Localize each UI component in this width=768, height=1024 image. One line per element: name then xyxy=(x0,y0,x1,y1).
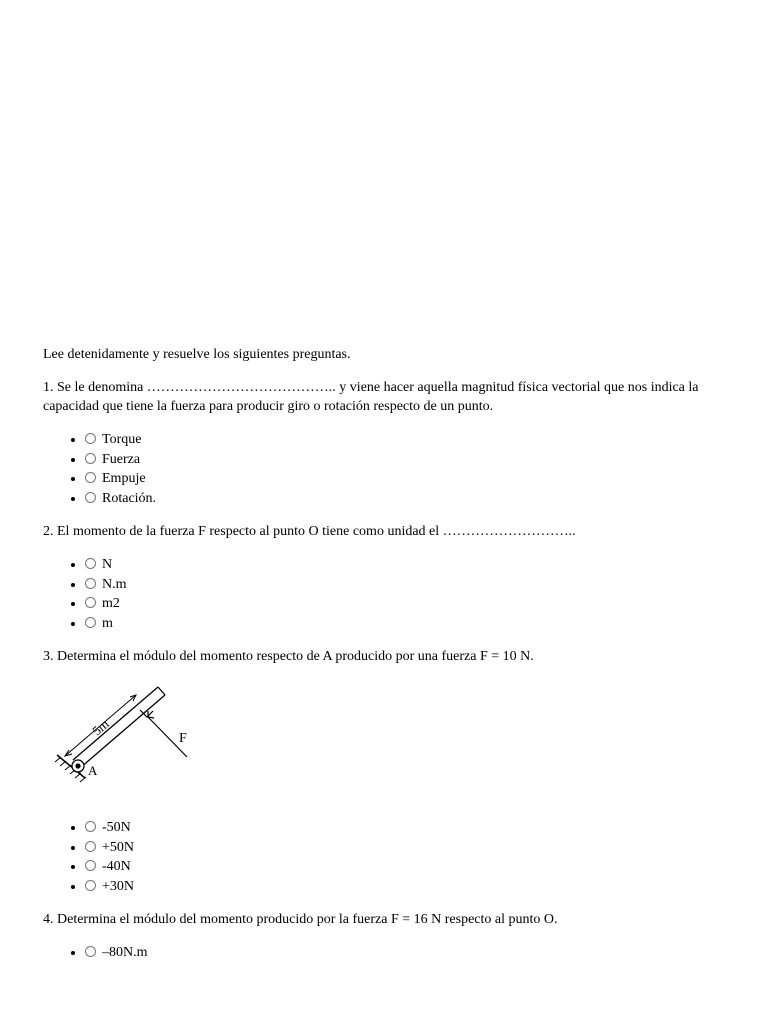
option-label: Fuerza xyxy=(102,451,141,467)
pivot-a xyxy=(72,760,84,772)
option-label: +50N xyxy=(102,839,135,855)
radio-button[interactable] xyxy=(85,453,96,464)
option-label: m2 xyxy=(102,596,120,611)
option-label: Empuje xyxy=(102,471,146,486)
distance-label: 5m xyxy=(89,716,112,739)
radio-button[interactable] xyxy=(85,880,96,891)
force-label: F xyxy=(179,731,187,746)
option-item xyxy=(85,877,733,897)
radio-button[interactable] xyxy=(85,597,96,608)
radio-button[interactable] xyxy=(85,433,96,444)
radio-button[interactable] xyxy=(85,841,96,852)
instructions: Lee detenidamente y resuelve los siguientes preguntas. xyxy=(43,347,351,362)
option-label: Rotación. xyxy=(102,490,157,506)
option-label: +30N xyxy=(102,878,135,894)
option-item xyxy=(85,555,733,575)
question-3-options xyxy=(43,818,733,896)
option-item xyxy=(85,575,733,595)
option-label: N xyxy=(102,557,113,572)
option-item xyxy=(85,838,733,858)
radio-button[interactable] xyxy=(85,472,96,483)
option-item xyxy=(85,489,733,509)
radio-button[interactable] xyxy=(85,946,96,957)
option-label: –80N.m xyxy=(102,945,148,960)
question-4-text: 4. Determina el módulo del momento producido por la fuerza F = 16 N respecto al punto O. xyxy=(43,912,558,927)
question-2-text: 2. El momento de la fuerza F respecto al punto O tiene como unidad el ……………………….. xyxy=(43,524,576,539)
option-item xyxy=(85,857,733,877)
option-label: N.m xyxy=(102,576,127,592)
option-label: -40N xyxy=(102,859,131,874)
question-3-text: 3. Determina el módulo del momento respecto de A producido por una fuerza F = 10 N. xyxy=(43,649,534,664)
radio-button[interactable] xyxy=(85,860,96,871)
option-item xyxy=(85,450,733,470)
option-item xyxy=(85,614,733,634)
radio-button[interactable] xyxy=(85,492,96,503)
question-4-options xyxy=(43,943,733,963)
worksheet xyxy=(43,345,733,977)
radio-button[interactable] xyxy=(85,821,96,832)
option-label: Torque xyxy=(102,432,142,447)
option-item xyxy=(85,594,733,614)
option-item xyxy=(85,430,733,450)
lever-diagram-svg xyxy=(51,680,201,798)
radio-button[interactable] xyxy=(85,617,96,628)
option-item xyxy=(85,943,733,963)
lever-bar xyxy=(73,687,165,768)
point-label: A xyxy=(88,763,98,778)
option-item xyxy=(85,469,733,489)
question-1-options xyxy=(43,430,733,508)
radio-button[interactable] xyxy=(85,558,96,569)
radio-button[interactable] xyxy=(85,578,96,589)
question-1-text: 1. Se le denomina ………………………………….. y viene hacer aquella magnitud física vectorial que nos indica la capacidad que tiene la fuerza para producir giro o rotación respecto de un punto. xyxy=(43,380,699,414)
lever-diagram xyxy=(51,680,201,798)
option-label: -50N xyxy=(102,820,131,835)
option-label: m xyxy=(102,615,113,631)
option-item xyxy=(85,818,733,838)
question-2-options xyxy=(43,555,733,633)
